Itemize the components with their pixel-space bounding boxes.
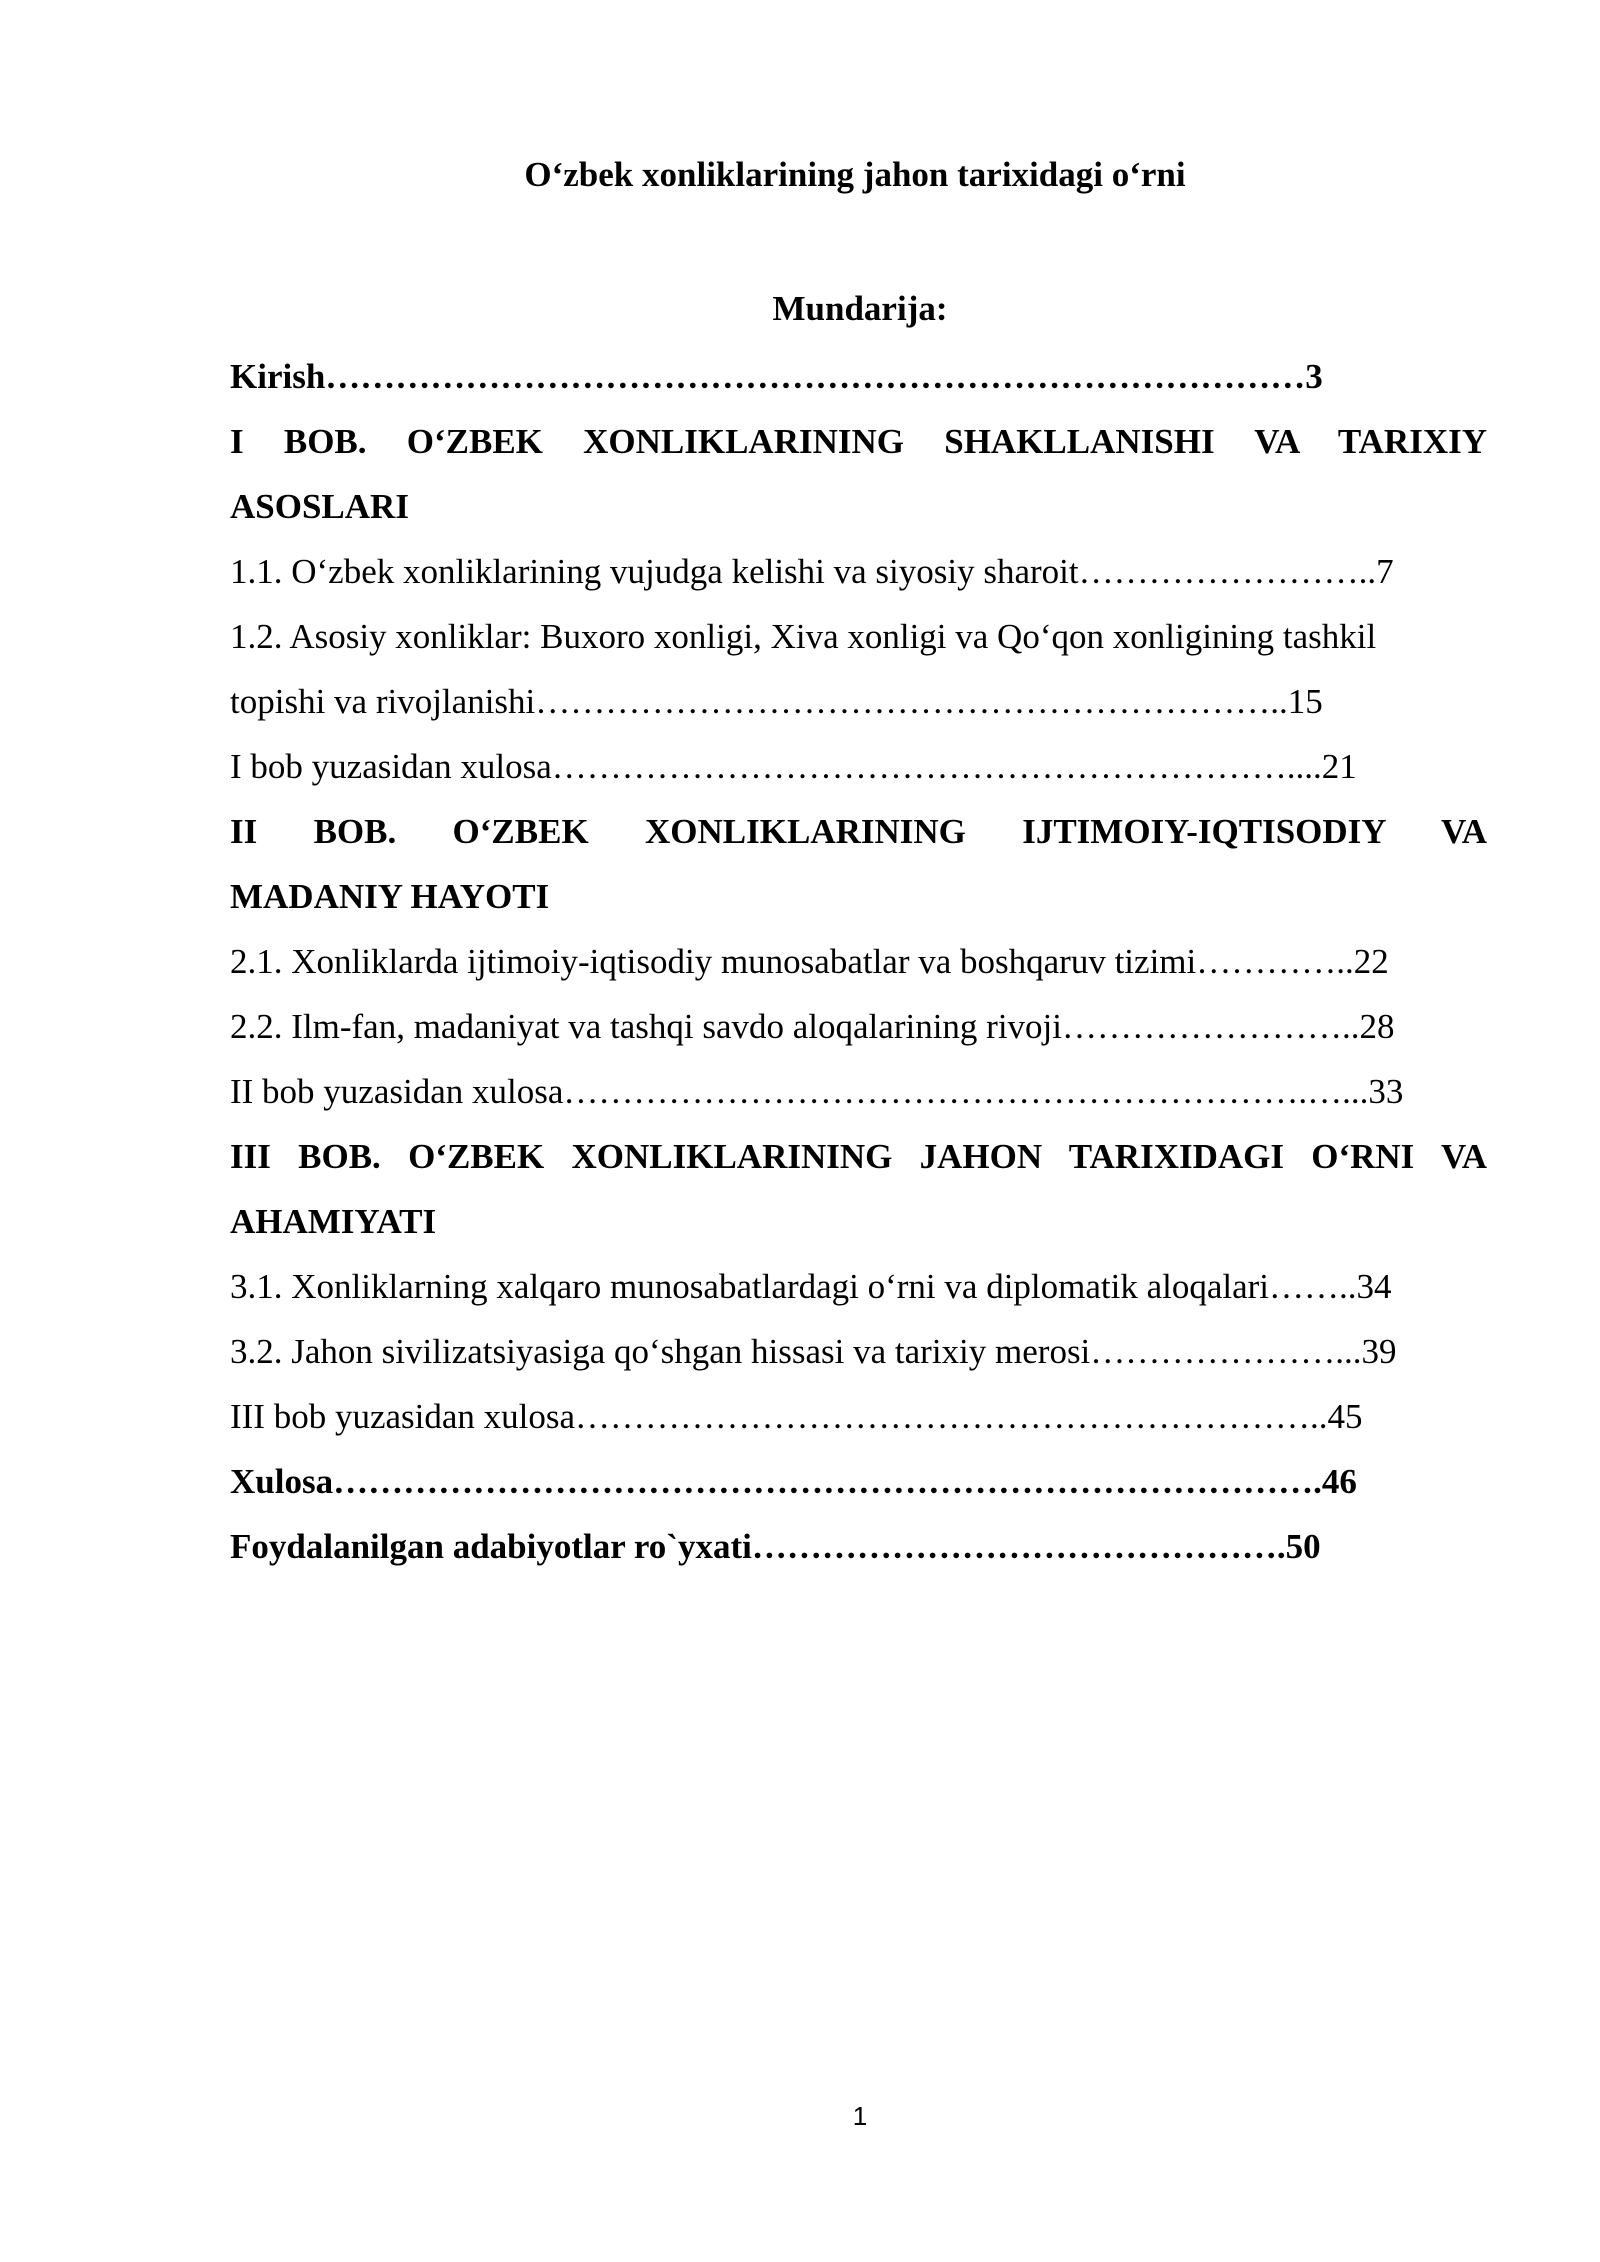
toc-entry-kirish: Kirish…………………………………………………………………………3 xyxy=(230,357,1323,396)
toc-chapter-1-title-cont: ASOSLARI xyxy=(230,487,409,526)
toc-entry-1-2-cont: topishi va rivojlanishi………………………………………………………..15 xyxy=(230,682,1323,721)
toc-entry-3-2: 3.2. Jahon sivilizatsiyasiga qo‘shgan hissasi va tarixiy merosi…………………...39 xyxy=(230,1332,1397,1371)
toc-chapter-2-title: II BOB. O‘ZBEK XONLIKLARINING IJTIMOIY-IQTISODIY VA xyxy=(230,812,1487,851)
toc-entry-chapter-1-conclusion: I bob yuzasidan xulosa………………………………………………………....21 xyxy=(230,747,1357,786)
toc-entry-chapter-2-conclusion: II bob yuzasidan xulosa……………………………………………………….…...33 xyxy=(230,1072,1404,1111)
toc-entry-3-1: 3.1. Xonliklarning xalqaro munosabatlardagi o‘rni va diplomatik aloqalari……..34 xyxy=(230,1267,1392,1306)
toc-entry-2-2: 2.2. Ilm-fan, madaniyat va tashqi savdo aloqalarining rivoji……………………..28 xyxy=(230,1007,1395,1046)
toc-heading: Mundarija: xyxy=(772,289,948,328)
toc-entry-chapter-3-conclusion: III bob yuzasidan xulosa………………………………………………………..45 xyxy=(230,1397,1363,1436)
toc-chapter-2-title-cont: MADANIY HAYOTI xyxy=(230,877,550,916)
table-of-contents xyxy=(230,344,1487,1579)
toc-entry-1-2: 1.2. Asosiy xonliklar: Buxoro xonligi, Xiva xonligi va Qo‘qon xonligining tashkil xyxy=(230,617,1377,656)
toc-entry-xulosa: Xulosa………………………………………………………………………….46 xyxy=(230,1462,1357,1501)
toc-entry-bibliography: Foydalanilgan adabiyotlar ro`yxati……………………………………….50 xyxy=(230,1527,1321,1566)
toc-entry-2-1: 2.1. Xonliklarda ijtimoiy-iqtisodiy munosabatlar va boshqaruv tizimi…………..22 xyxy=(230,942,1389,981)
document-title: O‘zbek xonliklarining jahon tarixidagi o‘rni xyxy=(524,155,1186,194)
toc-chapter-3-title-cont: AHAMIYATI xyxy=(230,1202,437,1241)
page-number: 1 xyxy=(852,2101,868,2131)
toc-entry-1-1: 1.1. O‘zbek xonliklarining vujudga kelishi va siyosiy sharoit……………………..7 xyxy=(230,552,1394,591)
toc-chapter-1-title: I BOB. O‘ZBEK XONLIKLARINING SHAKLLANISHI VA TARIXIY xyxy=(230,422,1487,461)
toc-chapter-3-title: III BOB. O‘ZBEK XONLIKLARINING JAHON TARIXIDAGI O‘RNI VA xyxy=(230,1137,1487,1176)
